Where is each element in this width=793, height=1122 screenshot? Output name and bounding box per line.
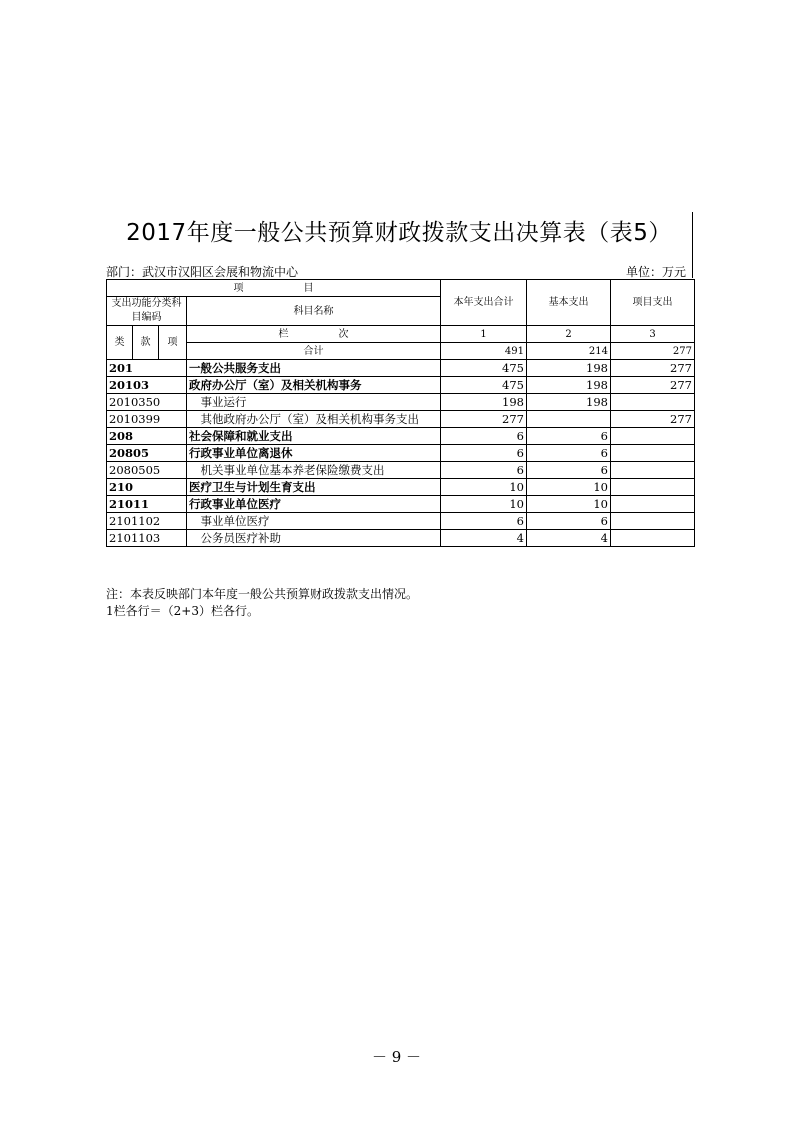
header-subject-name: 科目名称: [187, 297, 441, 326]
total-label: 合计: [187, 343, 441, 360]
row-code: 201: [107, 360, 187, 377]
row-total: 6: [441, 445, 527, 462]
table-row: [107, 513, 695, 530]
header-col-total: 本年支出合计: [441, 280, 527, 326]
total-col-2: 214: [527, 343, 611, 360]
row-basic: 10: [527, 479, 611, 496]
total-row: [107, 343, 695, 360]
row-subject-name: 医疗卫生与计划生育支出: [187, 479, 441, 496]
note-line-1: 注：本表反映部门本年度一般公共预算财政拨款支出情况。: [106, 587, 419, 601]
row-basic: 198: [527, 360, 611, 377]
page-number: － 9 －: [371, 1048, 422, 1066]
row-subject-name: 事业运行: [187, 394, 441, 411]
row-total: 6: [441, 462, 527, 479]
total-col-3: 277: [611, 343, 695, 360]
row-project: [611, 428, 695, 445]
row-total: 10: [441, 496, 527, 513]
row-subject-name: 其他政府办公厅（室）及相关机构事务支出: [187, 411, 441, 428]
row-total: 4: [441, 530, 527, 547]
budget-table: [106, 279, 695, 547]
row-basic: 198: [527, 394, 611, 411]
table-row: [107, 496, 695, 513]
row-subject-name: 公务员医疗补助: [187, 530, 441, 547]
table-row: [107, 479, 695, 496]
total-col-1: 491: [441, 343, 527, 360]
row-code: 2010399: [107, 411, 187, 428]
header-col-project: 项目支出: [611, 280, 695, 326]
header-func-code: 支出功能分类科目编码: [107, 297, 187, 326]
header-col-basic: 基本支出: [527, 280, 611, 326]
table-right-border: [692, 212, 693, 278]
table-row: [107, 428, 695, 445]
row-basic: 198: [527, 377, 611, 394]
row-subject-name: 一般公共服务支出: [187, 360, 441, 377]
table-row: [107, 530, 695, 547]
table-row: [107, 360, 695, 377]
table-row: [107, 377, 695, 394]
row-code: 21011: [107, 496, 187, 513]
row-total: 6: [441, 428, 527, 445]
row-project: 277: [611, 377, 695, 394]
row-code: 2010350: [107, 394, 187, 411]
header-row-item: [107, 280, 695, 297]
row-project: 277: [611, 411, 695, 428]
row-subject-name: 行政事业单位医疗: [187, 496, 441, 513]
row-total: 10: [441, 479, 527, 496]
row-project: [611, 479, 695, 496]
row-basic: 6: [527, 428, 611, 445]
header-idx-3: 3: [611, 326, 695, 343]
row-subject-name: 事业单位医疗: [187, 513, 441, 530]
row-subject-name: 机关事业单位基本养老保险缴费支出: [187, 462, 441, 479]
row-code: 210: [107, 479, 187, 496]
page-title: 2017年度一般公共预算财政拨款支出决算表（表5）: [126, 220, 672, 246]
table-row: [107, 462, 695, 479]
row-code: 20805: [107, 445, 187, 462]
table-row: [107, 411, 695, 428]
row-code: 2080505: [107, 462, 187, 479]
row-total: 475: [441, 360, 527, 377]
header-xiang: 项: [159, 326, 187, 360]
header-lanci: 栏 次: [187, 326, 441, 343]
header-item: 项 目: [107, 280, 441, 297]
header-idx-2: 2: [527, 326, 611, 343]
row-total: 475: [441, 377, 527, 394]
note-line-2: 1栏各行＝（2+3）栏各行。: [106, 604, 259, 618]
row-project: [611, 530, 695, 547]
row-code: 2101103: [107, 530, 187, 547]
department-label: 部门：武汉市汉阳区会展和物流中心: [106, 265, 299, 279]
row-basic: [527, 411, 611, 428]
row-basic: 6: [527, 445, 611, 462]
row-project: [611, 513, 695, 530]
row-code: 2101102: [107, 513, 187, 530]
row-subject-name: 政府办公厅（室）及相关机构事务: [187, 377, 441, 394]
table-row: [107, 394, 695, 411]
header-idx-1: 1: [441, 326, 527, 343]
row-subject-name: 行政事业单位离退休: [187, 445, 441, 462]
row-project: [611, 394, 695, 411]
row-total: 6: [441, 513, 527, 530]
header-lei: 类: [107, 326, 133, 360]
row-subject-name: 社会保障和就业支出: [187, 428, 441, 445]
row-project: [611, 496, 695, 513]
row-basic: 10: [527, 496, 611, 513]
row-basic: 4: [527, 530, 611, 547]
header-kuan: 款: [133, 326, 159, 360]
row-code: 208: [107, 428, 187, 445]
row-basic: 6: [527, 462, 611, 479]
table-row: [107, 445, 695, 462]
row-total: 277: [441, 411, 527, 428]
row-project: [611, 445, 695, 462]
row-project: [611, 462, 695, 479]
header-row-index: [107, 326, 695, 343]
row-basic: 6: [527, 513, 611, 530]
row-code: 20103: [107, 377, 187, 394]
row-total: 198: [441, 394, 527, 411]
row-project: 277: [611, 360, 695, 377]
unit-label: 单位：万元: [626, 265, 687, 279]
